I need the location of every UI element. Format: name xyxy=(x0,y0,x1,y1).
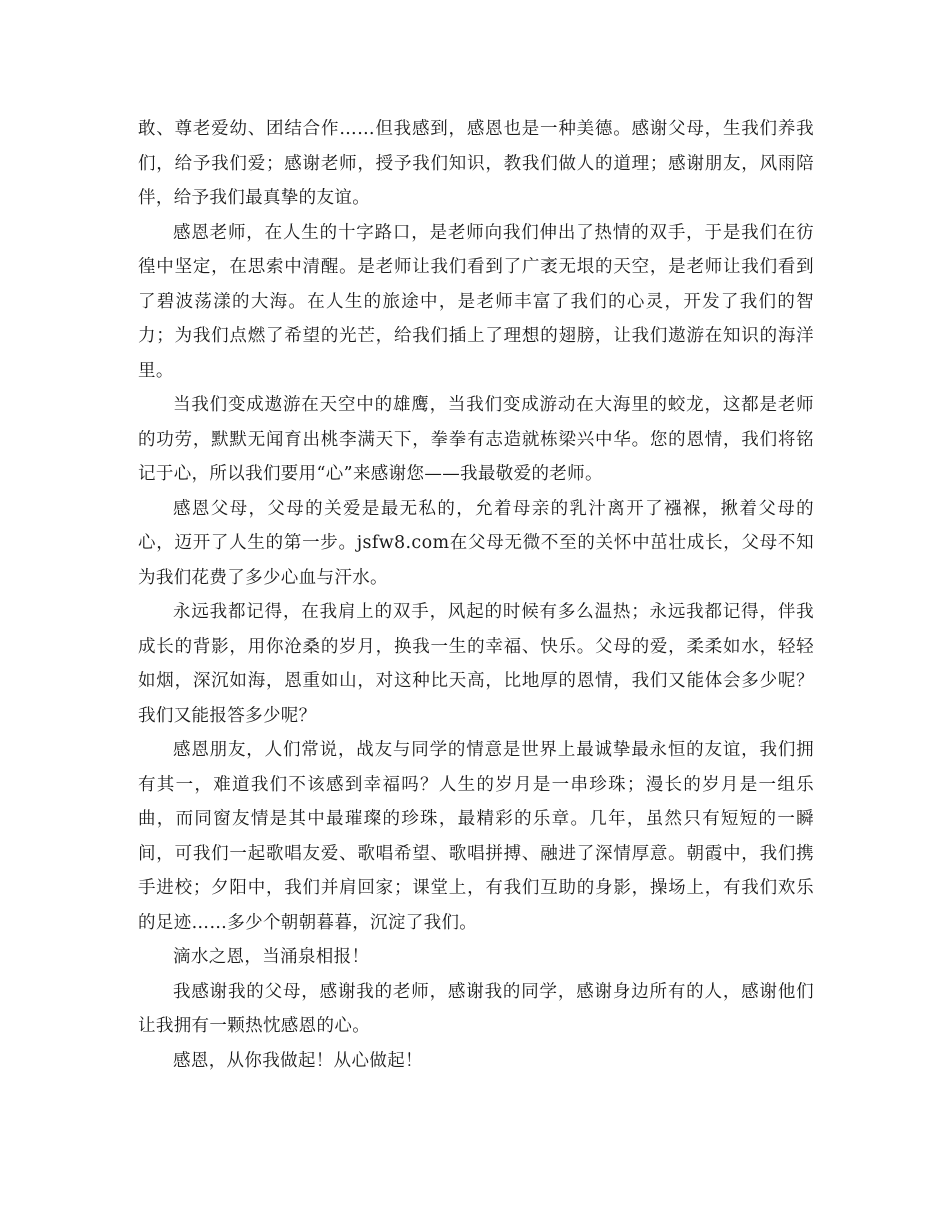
paragraph-closing: 感恩，从你我做起！从心做起！ xyxy=(173,1050,423,1071)
document-body xyxy=(138,112,814,1078)
paragraph-gratitude-all: 我感谢我的父母，感谢我的老师，感谢我的同学，感谢身边所有的人，感谢他们让我拥有一颗热忱感恩的心。 xyxy=(138,981,814,1036)
paragraph-teachers-merit: 当我们变成遨游在天空中的雄鹰，当我们变成游动在大海里的蛟龙，这都是老师的功劳，默默无闻育出桃李满天下，拳拳有志造就栋梁兴中华。您的恩情，我们将铭记于心，所以我们要用“心”来感谢您——我最敬爱的老师。 xyxy=(138,395,814,484)
paragraph-proverb: 滴水之恩，当涌泉相报！ xyxy=(173,947,370,967)
paragraph-continuation: 敢、尊老爱幼、团结合作……但我感到，感恩也是一种美德。感谢父母，生我们养我们，给予我们爱；感谢老师，授予我们知识，教我们做人的道理；感谢朋友，风雨陪伴，给予我们最真挚的友谊。 xyxy=(138,119,814,208)
paragraph-thank-friends: 感恩朋友，人们常说，战友与同学的情意是世界上最诚挚最永恒的友谊，我们拥有其一，难道我们不该感到幸福吗？人生的岁月是一串珍珠；漫长的岁月是一组乐曲，而同窗友情是其中最璀璨的珍珠，最精彩的乐章。几年，虽然只有短短的一瞬间，可我们一起歌唱友爱、歌唱希望、歌唱拼搏、融进了深情厚意。朝霞中，我们携手进校；夕阳中，我们并肩回家；课堂上，有我们互助的身影，操场上，有我们欢乐的足迹……多少个朝朝暮暮，沉淀了我们。 xyxy=(138,740,814,933)
paragraph-thank-teachers: 感恩老师，在人生的十字路口，是老师向我们伸出了热情的双手，于是我们在彷徨中坚定，在思索中清醒。是老师让我们看到了广袤无垠的天空，是老师让我们看到了碧波荡漾的大海。在人生的旅途中，是老师丰富了我们的心灵，开发了我们的智力；为我们点燃了希望的光芒，给我们插上了理想的翅膀，让我们遨游在知识的海洋里。 xyxy=(138,222,814,381)
paragraph-thank-parents: 感恩父母，父母的关爱是最无私的，允着母亲的乳汁离开了襁褓，揪着父母的心，迈开了人生的第一步。jsfw8.com在父母无微不至的关怀中茁壮成长，父母不知为我们花费了多少心血与汗水。 xyxy=(138,498,814,588)
paragraph-parents-love: 永远我都记得，在我肩上的双手，风起的时候有多么温热；永远我都记得，伴我成长的背影，用你沧桑的岁月，换我一生的幸福、快乐。父母的爱，柔柔如水，轻轻如烟，深沉如海，恩重如山，对这种比天高，比地厚的恩情，我们又能体会多少呢？我们又能报答多少呢？ xyxy=(138,602,814,726)
